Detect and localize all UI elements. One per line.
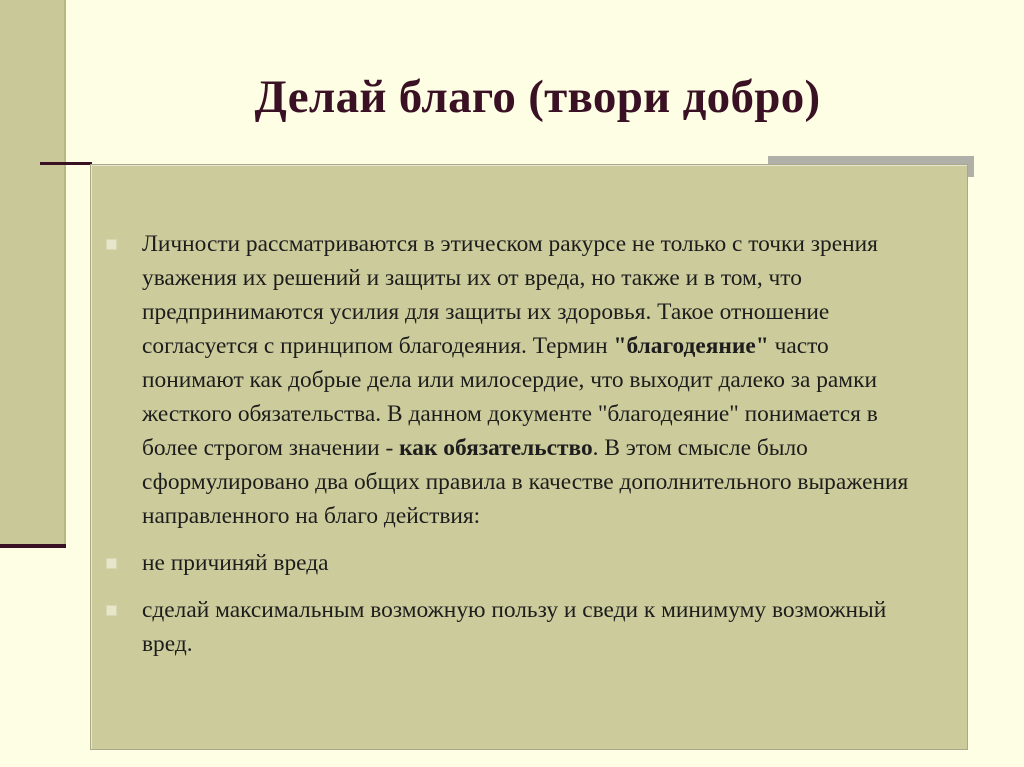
square-bullet-icon [106, 605, 117, 616]
bullet-text-part-5: . В этом смысле было сформулировано два общих правила в качестве дополнительного выражения направленного на благо действия: [142, 435, 909, 529]
bullet-text-no-harm: не причиняй вреда [142, 550, 329, 576]
title-rule-left [40, 162, 92, 165]
bullet-text-part-3: часто понимают как добрые дела или милосердие, что выходит далеко за рамки жесткого обязательства. В данном документе "благодеяние" понимается в более строгом значении - [142, 333, 878, 461]
bullet-item-max-benefit [104, 593, 934, 661]
bullet-text-part-4: как обязательство [399, 435, 593, 461]
title-rule-right [768, 156, 974, 164]
bullet-text-part-1: Личности рассматриваются в этическом ракурсе не только с точки зрения уважения их решений и защиты их от вреда, но также и в том, что предпринимаются усилия для защиты их здоровья. Такое отношение согласуется с принципом благодеяния. Термин [142, 231, 878, 359]
square-bullet-icon [106, 239, 117, 250]
left-band-rule [0, 544, 66, 548]
bullet-list [104, 227, 934, 674]
bullet-text-max-benefit: сделай максимальным возможную пользу и сведи к минимуму возможный вред. [142, 597, 887, 657]
bullet-item-no-harm [104, 546, 934, 580]
bullet-item-main [104, 227, 934, 533]
bullet-text-part-2: "благодеяние" [613, 333, 769, 359]
square-bullet-icon [106, 558, 117, 569]
slide-title: Делай благо (твори добро) [254, 71, 821, 123]
